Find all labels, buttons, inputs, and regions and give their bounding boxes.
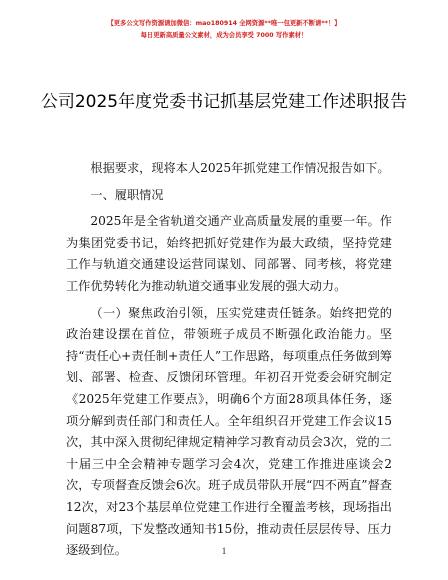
document-body bbox=[66, 158, 392, 562]
document-title: 公司2025年度党委书记抓基层党建工作述职报告 bbox=[40, 92, 408, 112]
body-paragraph-political-leadership: （一）聚焦政治引领，压实党建责任链条。始终把党的政治建设摆在首位，带领班子成员不断强化政治能力。坚持“责任心+责任制+责任人”工作思路，每项重点任务做到筹划、部署、检查、反馈闭环管理。年初召开党委会研究制定《2025年党建工作要点》，明确6个方面28项具体任务，逐项分解到责任部门和责任人。全年组织召开党建工作会议15次，其中深入贯彻纪律规定精神学习教育动员会3次，党的二十届三中全会精神专题学习会4次，党建工作推进座谈会2次，专项督查反馈会6次。班子成员带队开展“四不两直”督查12次，对23个基层单位党建工作进行全覆盖考核，现场指出问题87项，下发整改通知书15份，推动责任层层传导、压力逐级到位。 bbox=[66, 305, 392, 558]
page-number: 1 bbox=[221, 546, 227, 556]
promo-banner-line-2: 每日更新高质量公文素材，成为会员享受 7000 写作素材！ bbox=[140, 32, 308, 39]
intro-paragraph: 根据要求，现将本人2025年抓党建工作情况报告如下。 bbox=[90, 161, 390, 175]
promo-banner-line-1: 【更多公文写作资源请加微信：mao180914 全网资源**唯一包更新不断请**！】 bbox=[107, 20, 341, 27]
section-heading-performance: 一、履职情况 bbox=[90, 187, 164, 202]
body-paragraph-overview: 2025年是全省轨道交通产业高质量发展的重要一年。作为集团党委书记，始终把抓好党建作为最大政绩，坚持党建工作与轨道交通建设运营同谋划、同部署、同考核，将党建工作优势转化为推动轨道交通事业发展的强大动力。 bbox=[66, 214, 392, 293]
